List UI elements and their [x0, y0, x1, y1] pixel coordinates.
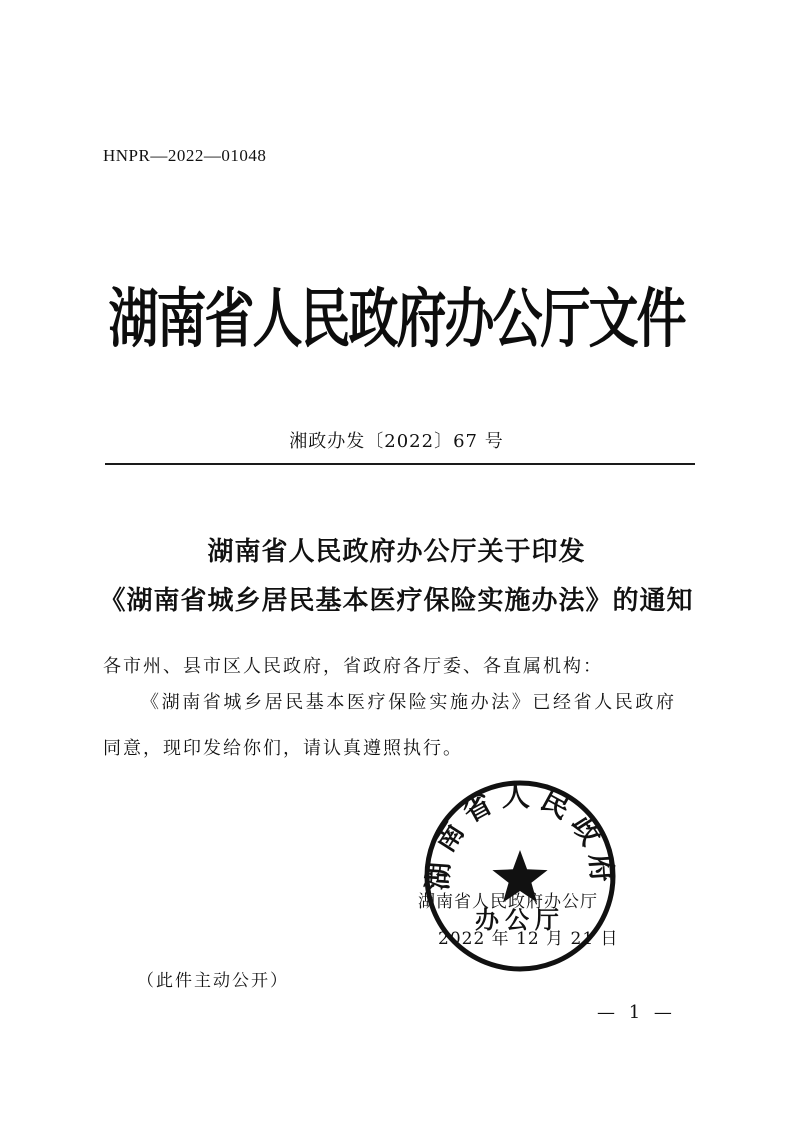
seal-ring-textpath: 湖南省人民政府 — [421, 779, 619, 892]
seal-bottom-text: 办公厅 — [475, 906, 565, 934]
body-paragraph-line-2: 同意，现印发给你们，请认真遵照执行。 — [103, 738, 463, 759]
public-disclosure-note: （此件主动公开） — [137, 971, 289, 991]
header-divider — [105, 463, 695, 465]
document-header-title: 湖南省人民政府办公厅文件 — [108, 282, 685, 357]
issuing-office: 湖南省人民政府办公厅 — [418, 892, 598, 912]
body-paragraph-line-1: 《湖南省城乡居民基本医疗保险实施办法》已经省人民政府 — [141, 692, 677, 713]
addressee: 各市州、县市区人民政府，省政府各厅委、各直属机构： — [103, 656, 603, 677]
notice-title-line-2: 《湖南省城乡居民基本医疗保险实施办法》的通知 — [99, 586, 694, 616]
page-number: — 1 — — [597, 1002, 676, 1023]
document-code: HNPR—2022—01048 — [103, 146, 267, 165]
notice-title-line-1: 湖南省人民政府办公厅关于印发 — [207, 537, 586, 567]
document-number: 湘政办发〔2022〕67 号 — [289, 431, 504, 452]
issue-date: 2022 年 12 月 21 日 — [438, 929, 619, 949]
